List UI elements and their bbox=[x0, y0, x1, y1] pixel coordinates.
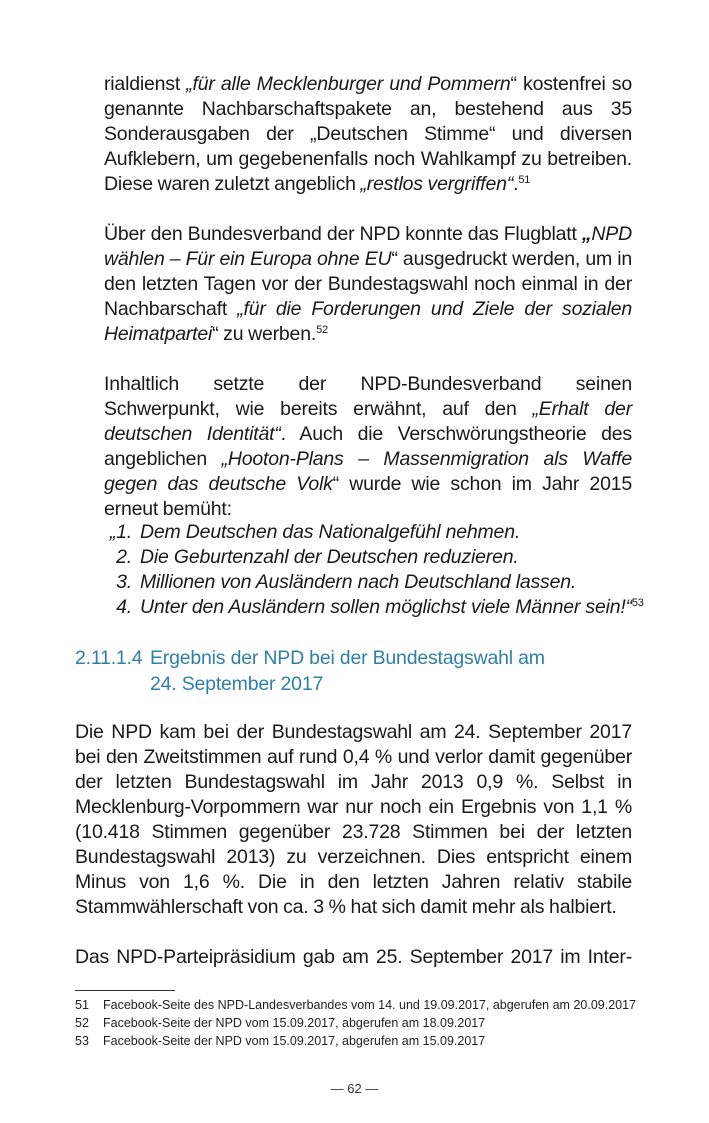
page-number: — 62 — bbox=[330, 1081, 379, 1096]
list-text: Millionen von Ausländern nach Deutschland lassen. bbox=[140, 571, 577, 593]
p2-quote-flyer: NPD wählen – Für ein Europa ohne EU bbox=[104, 223, 632, 270]
footnote-item bbox=[75, 996, 645, 1014]
footnote-item bbox=[75, 1014, 645, 1032]
paragraph-4: Die NPD kam bei der Bundestagswahl am 24. September 2017 bei den Zweitstimmen auf rund 0,4 % und verlor damit gegenüber der letzten Bundestagswahl im Jahr 2013 0,9 %. Selbst in Mecklenburg-Vorpommern war nur noch ein Ergebnis von 1,1 % (10.418 Stimmen gegenüber 23.728 Stimmen bei der letzten Bundestagswahl 2013) zu verzeichnen. Dies entspricht einem Minus von 1,6 %. Die in den letzten Jahren relativ stabile Stammwählerschaft von ca. 3 % hat sich damit mehr als halbiert. bbox=[75, 721, 632, 918]
footnote-ref-51[interactable]: 51 bbox=[518, 174, 531, 186]
list-item bbox=[104, 595, 644, 620]
list-item bbox=[104, 570, 644, 595]
list-number: 2. bbox=[116, 546, 132, 568]
list-text: Unter den Ausländern sollen möglichst viele Männer sein!“ bbox=[140, 596, 632, 618]
footnote-number: 52 bbox=[75, 1016, 89, 1030]
section-title-line-2: 24. September 2017 bbox=[150, 673, 324, 695]
footnote-text: Facebook-Seite des NPD-Landesverbandes vom 14. und 19.09.2017, abgerufen am 20.09.2017 bbox=[103, 998, 637, 1012]
section-title-line-1: Ergebnis der NPD bei der Bundestagswahl am bbox=[150, 647, 545, 669]
paragraph-1 bbox=[104, 72, 632, 197]
list-text: Dem Deutschen das Nationalgefühl nehmen. bbox=[140, 521, 521, 543]
list-number: 4. bbox=[116, 596, 132, 618]
list-item bbox=[104, 545, 644, 570]
p2-text-c: “ zu werben. bbox=[212, 323, 317, 345]
section-number: 2.11.1.4 bbox=[75, 647, 143, 669]
p3-text-a: Inhaltlich setzte der NPD-Bundesverband seinen Schwerpunkt, wie bereits erwähnt, auf den bbox=[104, 373, 632, 420]
footnotes bbox=[75, 996, 645, 1050]
list-item bbox=[104, 520, 644, 545]
quoted-list bbox=[104, 520, 644, 620]
p2-quote-b: „für die Forderungen und Ziele der sozialen Heimatpartei bbox=[104, 298, 632, 345]
p1-text-c: . bbox=[513, 173, 519, 195]
p3-quote-b: „Hooton-Plans – Massenmigration als Waffe gegen das deutsche Volk bbox=[104, 448, 632, 495]
p3-text-b: . Auch die Verschwörungstheorie des angeblichen bbox=[104, 423, 632, 470]
p1-quote-a: „für alle Mecklenburger und Pommern bbox=[186, 73, 511, 95]
list-number: „1. bbox=[109, 521, 132, 543]
paragraph-2 bbox=[104, 222, 632, 347]
footnote-number: 51 bbox=[75, 998, 89, 1012]
footnote-text: Facebook-Seite der NPD vom 15.09.2017, abgerufen am 15.09.2017 bbox=[103, 1034, 486, 1048]
section-heading bbox=[75, 645, 635, 697]
footnote-item bbox=[75, 1032, 645, 1050]
p3-text-c: “ wurde wie schon im Jahr 2015 erneut bemüht: bbox=[104, 473, 633, 520]
p3-quote-a: „Erhalt der deutschen Identität“ bbox=[104, 398, 632, 445]
list-number: 3. bbox=[116, 571, 132, 593]
p2-text-a: Über den Bundesverband der NPD konnte das Flugblatt bbox=[104, 223, 582, 245]
footnote-text: Facebook-Seite der NPD vom 15.09.2017, abgerufen am 18.09.2017 bbox=[103, 1016, 486, 1030]
paragraph-3 bbox=[104, 372, 632, 522]
p2-open-quote: „ bbox=[581, 223, 592, 245]
p1-quote-b: „restlos vergriffen“ bbox=[360, 173, 514, 195]
footnote-divider bbox=[75, 990, 175, 991]
p2-text-b: “ ausgedruckt werden, um in den letzten Tagen vor der Bundestagswahl noch einmal in der Nachbarschaft bbox=[104, 248, 632, 320]
p1-text-b: “ kostenfrei so genannte Nachbarschaftspakete an, bestehend aus 35 Sonderausgaben der „Deutschen Stimme“ und diversen Aufklebern, um gegebenenfalls noch Wahlkampf zu betreiben. Diese waren zuletzt angeblich bbox=[104, 73, 632, 195]
p1-text-a: rialdienst bbox=[104, 73, 187, 95]
paragraph-5: Das NPD-Parteipräsidium gab am 25. September 2017 im Inter- bbox=[75, 946, 632, 968]
footnote-ref-53[interactable]: 53 bbox=[631, 597, 644, 609]
list-text: Die Geburtenzahl der Deutschen reduzieren. bbox=[140, 546, 519, 568]
footnote-ref-52[interactable]: 52 bbox=[316, 324, 328, 336]
footnote-number: 53 bbox=[75, 1034, 89, 1048]
